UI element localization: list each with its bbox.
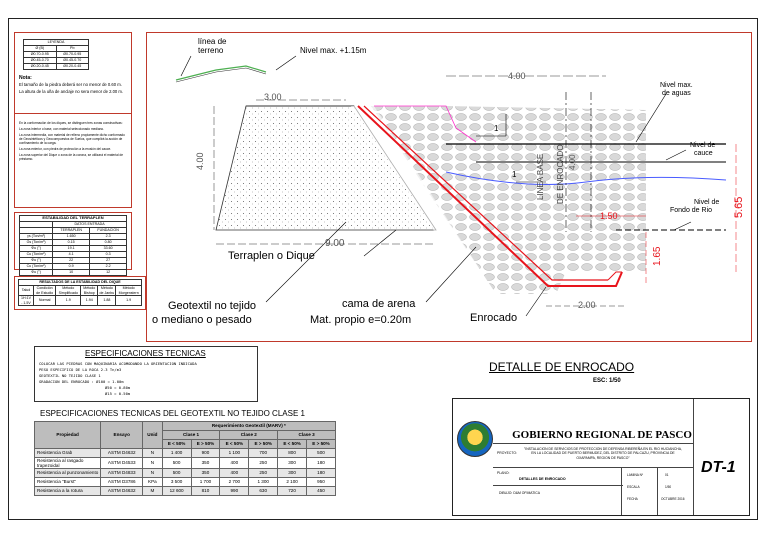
label-terraplen: Terraplen o Dique: [228, 250, 315, 262]
stability-cell: 0.3: [90, 252, 127, 258]
notes-item: La zona superior del Dique o zona de la corona, se utilizará el material de préstamo.: [19, 153, 124, 161]
notes-item: La zona intermedia, con material de relleno propiamente dicho conformado de Geosintéticos y Geocompuestos de Suelos, que cumplirá la acción de confinamiento de la carga.: [19, 133, 125, 145]
geo-cell: 180: [307, 458, 336, 469]
label-enrocado: Enrocado: [470, 312, 518, 324]
stability-cell: 0.15: [53, 240, 90, 246]
geo-header: Ensayo: [101, 422, 143, 449]
notes-intro: En la conformación de los diques, se distinguen tres zonas constructivas:: [19, 121, 123, 125]
stability-col: FUNDACION: [90, 228, 127, 234]
terrain-line: [176, 66, 266, 80]
cell-lamina-val: 01: [665, 473, 669, 477]
stability-cell: 10: [53, 270, 90, 276]
stability-cell: 2.2: [90, 264, 127, 270]
geo-cell: 250: [249, 469, 278, 478]
nota-line: La altura de la uña de anclaje no sera menor de 2.00 m.: [19, 89, 124, 94]
geotextil-table: [34, 421, 336, 496]
geo-cell: 500: [162, 458, 191, 469]
geo-cell: 810: [191, 487, 220, 496]
results-header: Método Morgenstern: [116, 286, 142, 296]
stability-cell: 27: [90, 258, 127, 264]
geo-cell: 400: [220, 458, 249, 469]
stability-cell: 19.1: [53, 246, 90, 252]
legend-box: [14, 32, 132, 208]
legend-title: LEYENDA: [24, 40, 89, 46]
legend-table: [23, 39, 89, 70]
geo-cell: Resistencia Grab: [35, 449, 101, 458]
geo-sub: E > 50%: [191, 440, 220, 449]
spec-item: GRADACION DEL ENROCADO : Ø100 = 1.00m: [39, 379, 124, 384]
legend-col: Ø (B): [24, 46, 57, 52]
results-header: Método de Janbu: [99, 286, 115, 295]
geo-cell: Resistencia al punzonamiento: [35, 469, 101, 478]
geo-cell: KPa: [143, 478, 163, 487]
results-header: Condición de Estudio: [33, 286, 55, 296]
geo-cell: 2 100: [278, 478, 307, 487]
geo-cell: 720: [278, 487, 307, 496]
stability-cell: 2.3: [90, 234, 127, 240]
geo-cell: 1 100: [220, 449, 249, 458]
cell-fecha: FECHA: [627, 497, 638, 501]
geo-cell: Resistencia a la rotura: [35, 487, 101, 496]
cell-escala: ESCALA: [627, 485, 640, 489]
dim-150: 1.50: [600, 211, 618, 221]
results-header: Talud: [19, 286, 34, 296]
stability-cell: Gs (Ton/m³): [20, 240, 53, 246]
geo-cell: ASTM D4833: [101, 469, 143, 478]
legend-cell: Ø0.20-0.45: [24, 64, 57, 70]
geo-cell: 990: [220, 487, 249, 496]
stability-col: TERRAPLEN: [53, 228, 90, 234]
geo-sub: E < 50%: [220, 440, 249, 449]
geo-cell: 450: [307, 487, 336, 496]
geo-header: Propiedad: [35, 422, 101, 449]
results-cell: 1H:1V - 1.5V: [19, 296, 34, 306]
legend-cell: Ø0.70-0.95: [24, 52, 57, 58]
stability-cell: 1.650: [53, 234, 90, 240]
cell-fecha-val: OCTUBRE 2016: [661, 497, 685, 501]
results-box: [14, 276, 146, 310]
stability-cell: 12: [90, 270, 127, 276]
geo-class: Clase 1: [162, 431, 220, 440]
geo-cell: 900: [191, 449, 220, 458]
label-geotextil-1: Geotextil no tejido: [168, 300, 257, 312]
enrocado-section-diagram: [146, 32, 752, 342]
geo-cell: Resistencia al rasgado trapezoidal: [35, 458, 101, 469]
geo-sub: E > 50%: [249, 440, 278, 449]
geo-cell: 1 300: [249, 478, 278, 487]
stability-cell: Cu (Ton/m²): [20, 264, 53, 270]
dim-165: 1.65: [652, 246, 663, 266]
project-text: "INSTALACION DE SERVICIOS DE PROTECCION DE DEFENSA RIBEREÑA EN EL RIO HUCIANCHA, EN LA LOCALIDAD DE PUERTO BERMUDEZ, DEL DISTRITO DE PALCAZU, PROVINCIA DE OXAPAMPA, REGION DE PASCO": [524, 447, 682, 460]
legend-cell: Ø0.20-0.45: [56, 64, 89, 70]
stability-cell: Cu (Ton/m²): [20, 252, 53, 258]
geo-cell: 3 500: [162, 478, 191, 487]
geo-cell: 950: [307, 478, 336, 487]
geo-class: Clase 3: [278, 431, 336, 440]
stability-cell: 22: [53, 258, 90, 264]
geo-cell: 400: [220, 469, 249, 478]
geo-sub: E < 50%: [278, 440, 307, 449]
slope-mark: 1: [512, 170, 517, 179]
label-nivel-cauce-1: Nivel de: [690, 142, 716, 149]
slope-mark: 1: [494, 124, 499, 133]
results-table: [18, 279, 142, 306]
geo-cell: N: [143, 458, 163, 469]
stability-table: [19, 215, 127, 276]
label-linea-base: LINEA BASE: [536, 153, 545, 200]
logo-seal: [457, 421, 493, 457]
geo-cell: N: [143, 469, 163, 478]
label-cama-2: Mat. propio e=0.20m: [310, 314, 412, 326]
stability-title: ESTABILIDAD DEL TERRAPLEN: [20, 216, 127, 222]
label-cama-1: cama de arena: [342, 298, 416, 310]
results-cell: 1.9: [56, 296, 81, 306]
geo-cell: 300: [278, 458, 307, 469]
stability-cell: Φu (°): [20, 246, 53, 252]
spec-item: PESO ESPECIFICO DE LA ROCA 2.3 Tn/m3: [39, 367, 122, 372]
stability-cell: 0.9: [53, 264, 90, 270]
plano-label: PLANO:: [497, 471, 510, 475]
geo-cell: 350: [191, 469, 220, 478]
geo-cell: N: [143, 449, 163, 458]
dim-200: 2.00: [578, 300, 596, 310]
geo-cell: 12 600: [162, 487, 191, 496]
geo-cell: 500: [162, 469, 191, 478]
legend-cell: Ø0.70-0.95: [56, 52, 89, 58]
stability-box: [14, 212, 132, 275]
legend-cell: Ø0.45-0.70: [24, 58, 57, 64]
dim-400-vert: 4.00: [568, 154, 577, 170]
geo-cell: 2 700: [220, 478, 249, 487]
results-cell: Normal: [33, 296, 55, 306]
org-title: GOBIERNO REGIONAL DE PASCO: [512, 429, 692, 441]
legend-col: Pb: [56, 46, 89, 52]
geo-cell: M: [143, 487, 163, 496]
results-cell: 1.94: [81, 296, 98, 306]
stability-cell: 33.60: [90, 246, 127, 252]
label-nivel-max-aguas-1: Nivel max.: [660, 82, 693, 89]
geo-sub: E > 50%: [307, 440, 336, 449]
geotextil-title: ESPECIFICACIONES TECNICAS DEL GEOTEXTIL NO TEJIDO CLASE 1: [40, 409, 305, 418]
geo-cell: 250: [249, 458, 278, 469]
geo-cell: Resistencia "Burst": [35, 478, 101, 487]
notes-item: La zona interior o base, con material seleccionado mediano.: [19, 127, 105, 131]
stability-subtitle: DATOS ENTRADA: [53, 222, 127, 228]
title-block: [452, 398, 750, 516]
geo-cell: ASTM D4632: [101, 487, 143, 496]
specs-title: ESPECIFICACIONES TECNICAS: [85, 349, 206, 358]
stability-cell: 0.80: [90, 240, 127, 246]
results-header: Método Simplificado: [56, 286, 81, 296]
stability-cell: 4.1: [53, 252, 90, 258]
stability-cell: γs (Ton/m³): [20, 234, 53, 240]
dim-400-left: 4.00: [195, 152, 205, 170]
geo-class: Clase 2: [220, 431, 278, 440]
results-header: Método Bishop: [81, 286, 98, 296]
label-nivel-max-aguas-2: de aguas: [662, 90, 691, 97]
nota-line: El tamaño de la piedra deberá ser no menor de 0.60 m.: [19, 82, 122, 87]
geo-cell: 1 700: [191, 478, 220, 487]
notes-item: La zona exterior, con piedra de protección a la erosión del cauce.: [19, 147, 112, 151]
label-geotextil-2: o mediano o pesado: [152, 314, 252, 326]
legend-cell: Ø0.45-0.70: [56, 58, 89, 64]
spec-item: COLOCAR LAS PIEDRAS CON MAQUINARIA ACOMODANDO LA ORIENTACION INDICADA: [39, 361, 197, 366]
label-nivel-cauce-2: cauce: [694, 150, 713, 157]
results-cell: 1.88: [98, 296, 116, 306]
detalle-title: DETALLE DE ENROCADO: [489, 360, 635, 374]
project-label: PROYECTO:: [497, 451, 517, 455]
dibujo-text: DIBUJO: D&M OFIMATICA: [499, 491, 541, 495]
label-nivel-max: Nivel max. +1.15m: [300, 46, 367, 55]
geo-cell: ASTM D4533: [101, 458, 143, 469]
geo-cell: ASTM D4632: [101, 449, 143, 458]
dim-565: 5.65: [733, 196, 745, 218]
stability-cell: Φu (°): [20, 270, 53, 276]
geo-cell: 800: [278, 449, 307, 458]
spec-item: GEOTEXTIL NO TEJIDO CLASE 1: [39, 373, 101, 378]
spec-item: Ø15 = 0.50m: [105, 391, 131, 396]
spec-item: Ø50 = 0.80m: [105, 385, 131, 390]
dim-300: 3.00: [264, 92, 282, 102]
geo-header: Unid: [143, 422, 163, 449]
detalle-scale: ESC: 1/50: [593, 378, 621, 384]
geo-cell: 500: [307, 449, 336, 458]
cell-lamina: LAMINA Nº: [627, 473, 644, 477]
results-title: RESULTADOS DE LA ESTABILIDAD DEL DIQUE: [19, 280, 142, 286]
stability-cell: Φu (°): [20, 258, 53, 264]
geo-cell: 700: [249, 449, 278, 458]
cell-escala-val: 1/50: [665, 485, 672, 489]
geo-sub: E < 50%: [162, 440, 191, 449]
nota-title: Nota:: [19, 75, 32, 81]
dim-900: 9.00: [325, 238, 345, 249]
label-linea-terreno: línea de terreno: [198, 37, 227, 55]
label-nivel-fondo-2: Fondo de Rio: [670, 207, 713, 214]
label-de-enrocado: DE ENROCADO: [556, 144, 565, 204]
plano-text: DETALLES DE ENROCADO: [519, 477, 566, 481]
label-nivel-fondo-1: Nivel de: [694, 199, 720, 206]
results-cell: 1.9: [116, 296, 142, 306]
geo-cell: 300: [278, 469, 307, 478]
specs-box: [34, 346, 258, 402]
geo-cell: ASTM D3786: [101, 478, 143, 487]
drawing-code: DT-1: [701, 459, 736, 476]
geo-cell: 630: [249, 487, 278, 496]
geo-cell: 1 400: [162, 449, 191, 458]
dim-400-top: 4.00: [508, 71, 526, 81]
geo-cell: 350: [191, 458, 220, 469]
geo-cell: 180: [307, 469, 336, 478]
geo-header: Requerimiento Geotextil (MARV) *: [162, 422, 335, 431]
